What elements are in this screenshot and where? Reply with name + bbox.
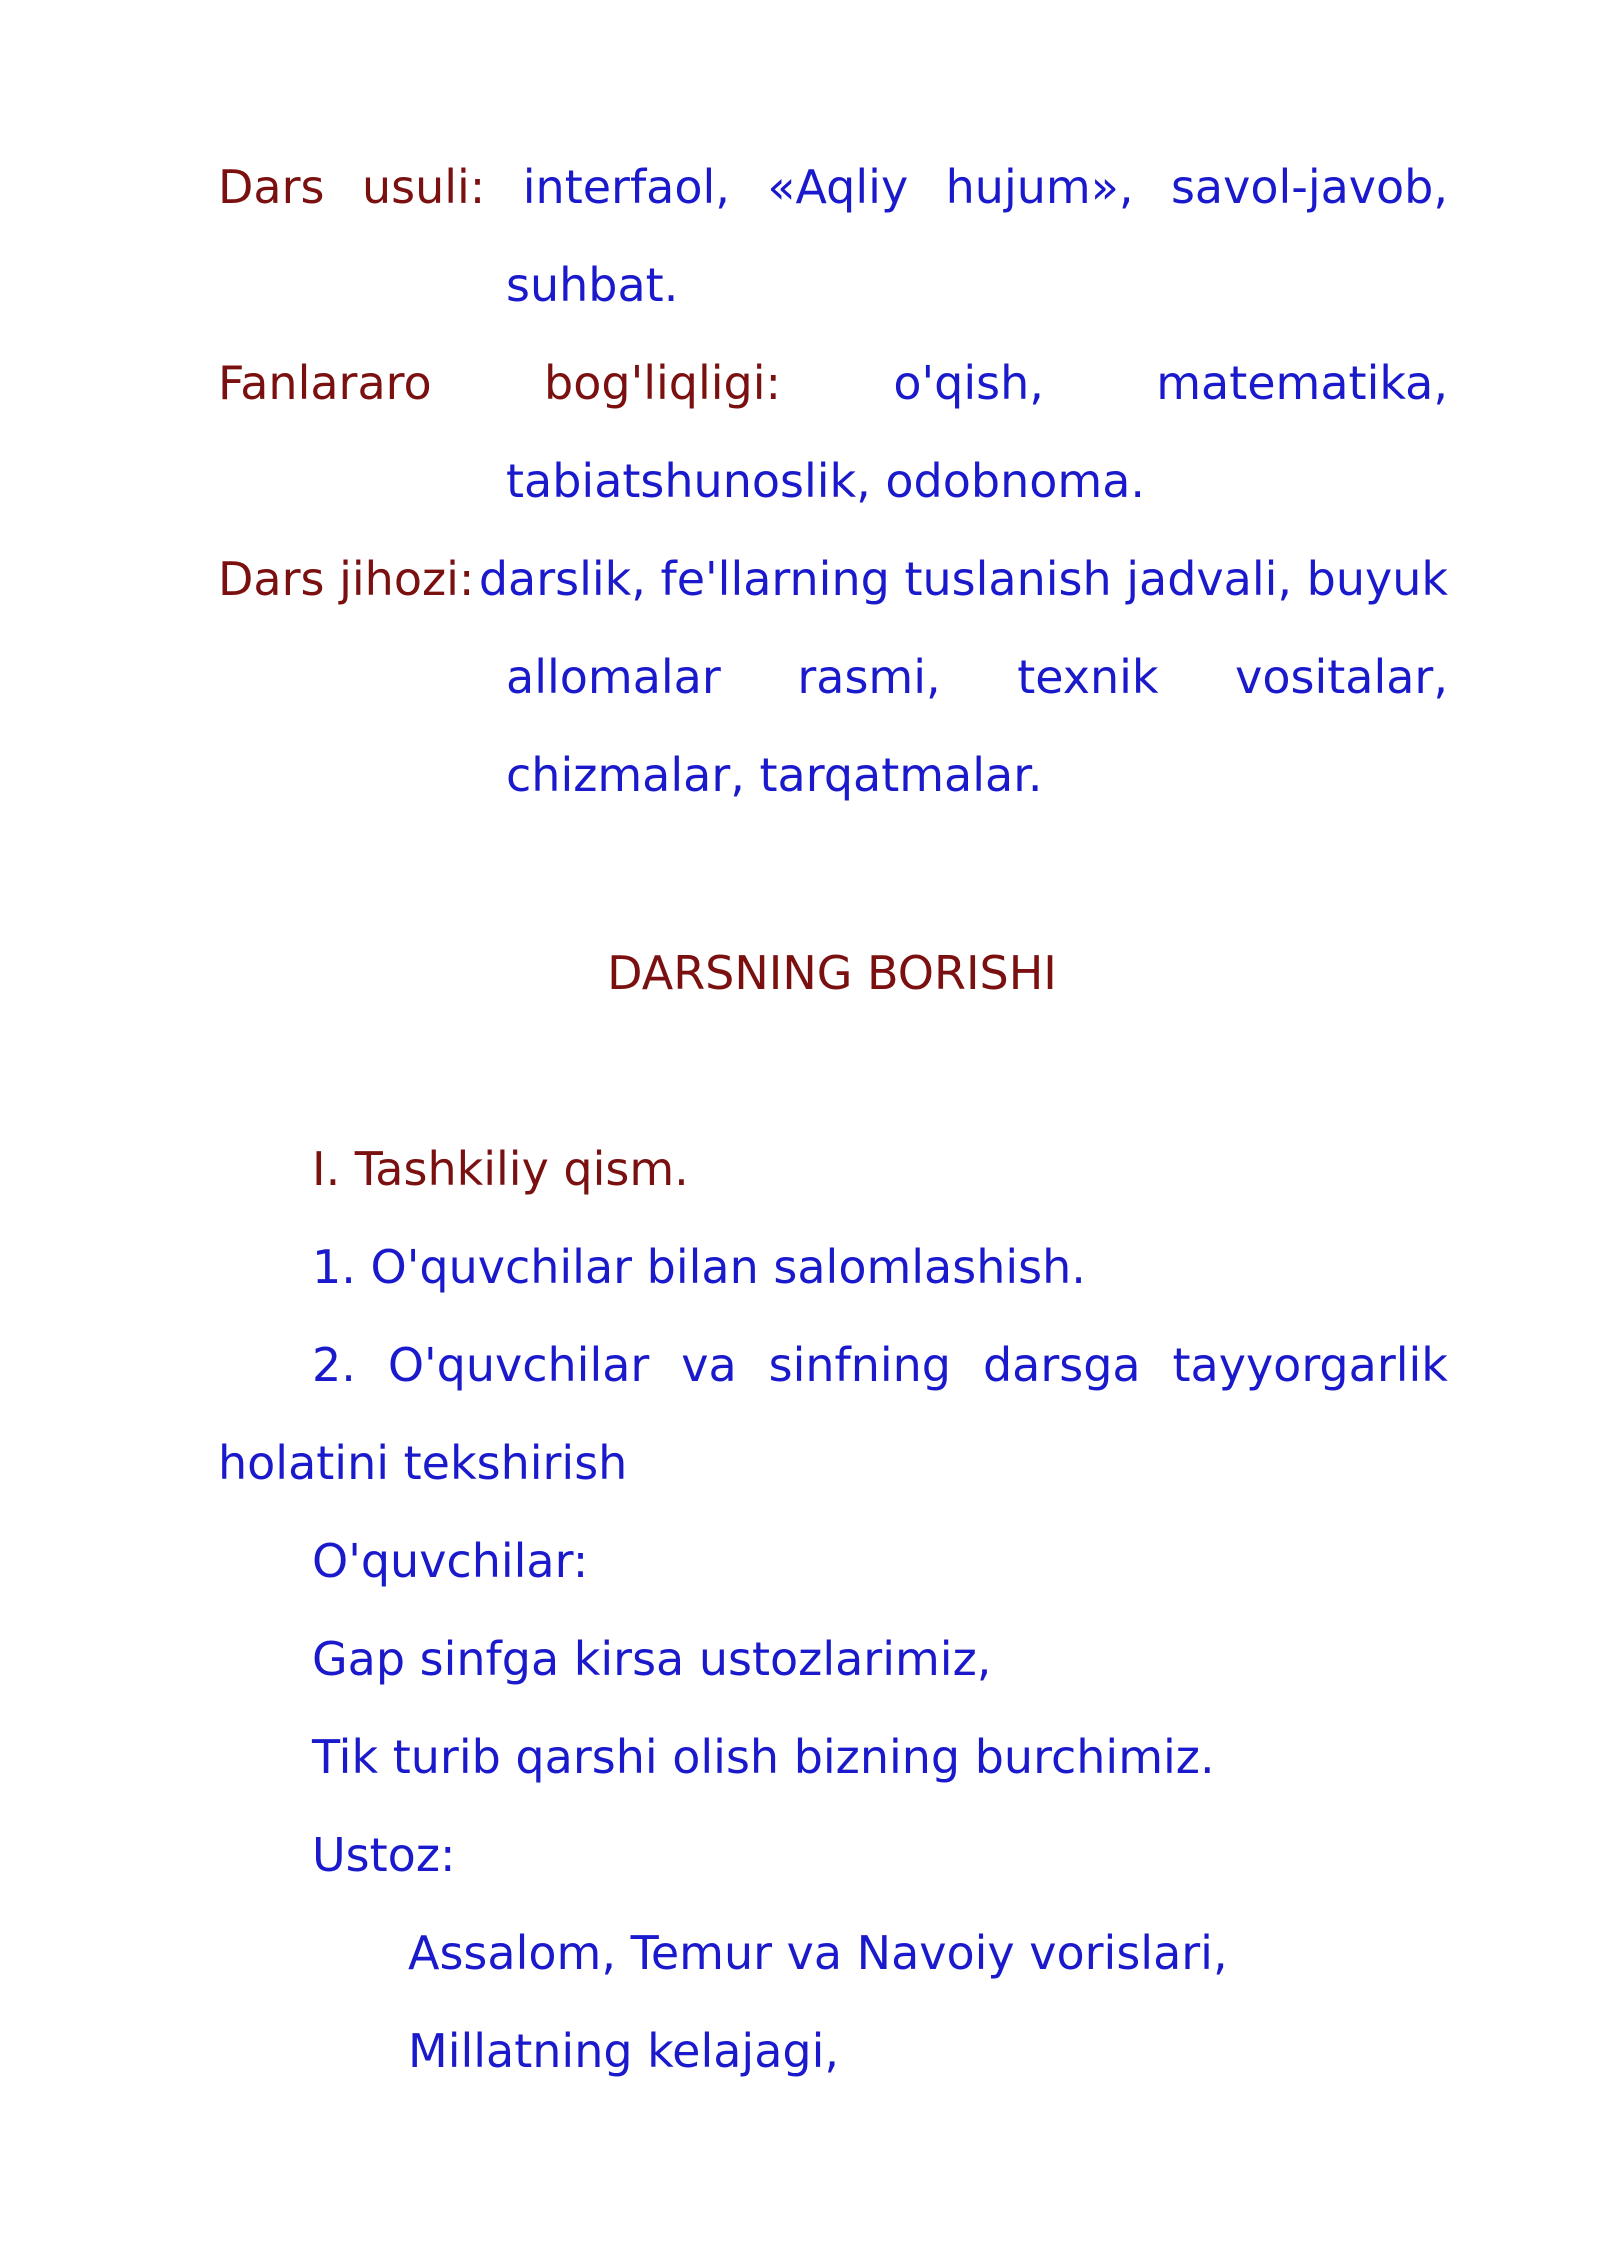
dars-usuli-word: savol-javob, [1170,160,1448,214]
dars-usuli-continuation: suhbat. [506,258,679,312]
teacher-line-2: Millatning kelajagi, [408,2024,840,2078]
fanlararo-label-1: Fanlararo [218,356,432,410]
teacher-label: Ustoz: [312,1828,456,1882]
item-2-word: O'quvchilar [387,1338,650,1392]
dars-jihozi-word: rasmi, [797,650,941,704]
dars-usuli-line [218,152,1448,222]
students-label: O'quvchilar: [312,1534,589,1588]
students-line-1: Gap sinfga kirsa ustozlarimiz, [312,1632,992,1686]
dars-usuli-label-1: Dars [218,160,325,214]
fanlararo-word: matematika, [1156,356,1448,410]
teacher-line-1: Assalom, Temur va Navoiy vorislari, [408,1926,1228,1980]
dars-jihozi-third-line: chizmalar, tarqatmalar. [506,748,1043,802]
item-2-word: va [681,1338,737,1392]
item-2-word: tayyorgarlik [1172,1338,1448,1392]
fanlararo-line [218,348,1448,418]
fanlararo-word: o'qish, [893,356,1044,410]
dars-usuli-word: interfaol, [522,160,730,214]
item-2-line [312,1330,1448,1400]
students-line-2: Tik turib qarshi olish bizning burchimiz. [312,1730,1215,1784]
item-2-continuation: holatini tekshirish [218,1436,628,1490]
dars-jihozi-line [218,544,1448,614]
dars-jihozi-second-line [506,642,1448,712]
dars-usuli-word: «Aqliy [767,160,909,214]
dars-usuli-label-2: usuli: [361,160,486,214]
part-1-title: I. Tashkiliy qism. [312,1142,689,1196]
item-2-word: sinfning [768,1338,952,1392]
dars-jihozi-word: vositalar, [1235,650,1448,704]
dars-jihozi-first-line: darslik, fe'llarning tuslanish jadvali, buyuk [478,552,1448,606]
item-2-word: 2. [312,1338,356,1392]
item-2-word: darsga [982,1338,1141,1392]
dars-usuli-word: hujum», [945,160,1134,214]
fanlararo-label-2: bog'liqligi: [544,356,782,410]
dars-jihozi-word: allomalar [506,650,721,704]
item-1: 1. O'quvchilar bilan salomlashish. [312,1240,1086,1294]
fanlararo-continuation: tabiatshunoslik, odobnoma. [506,454,1146,508]
dars-jihozi-label: Dars jihozi: [218,552,475,606]
section-title: DARSNING BORISHI [607,946,1057,1000]
dars-jihozi-word: texnik [1017,650,1159,704]
